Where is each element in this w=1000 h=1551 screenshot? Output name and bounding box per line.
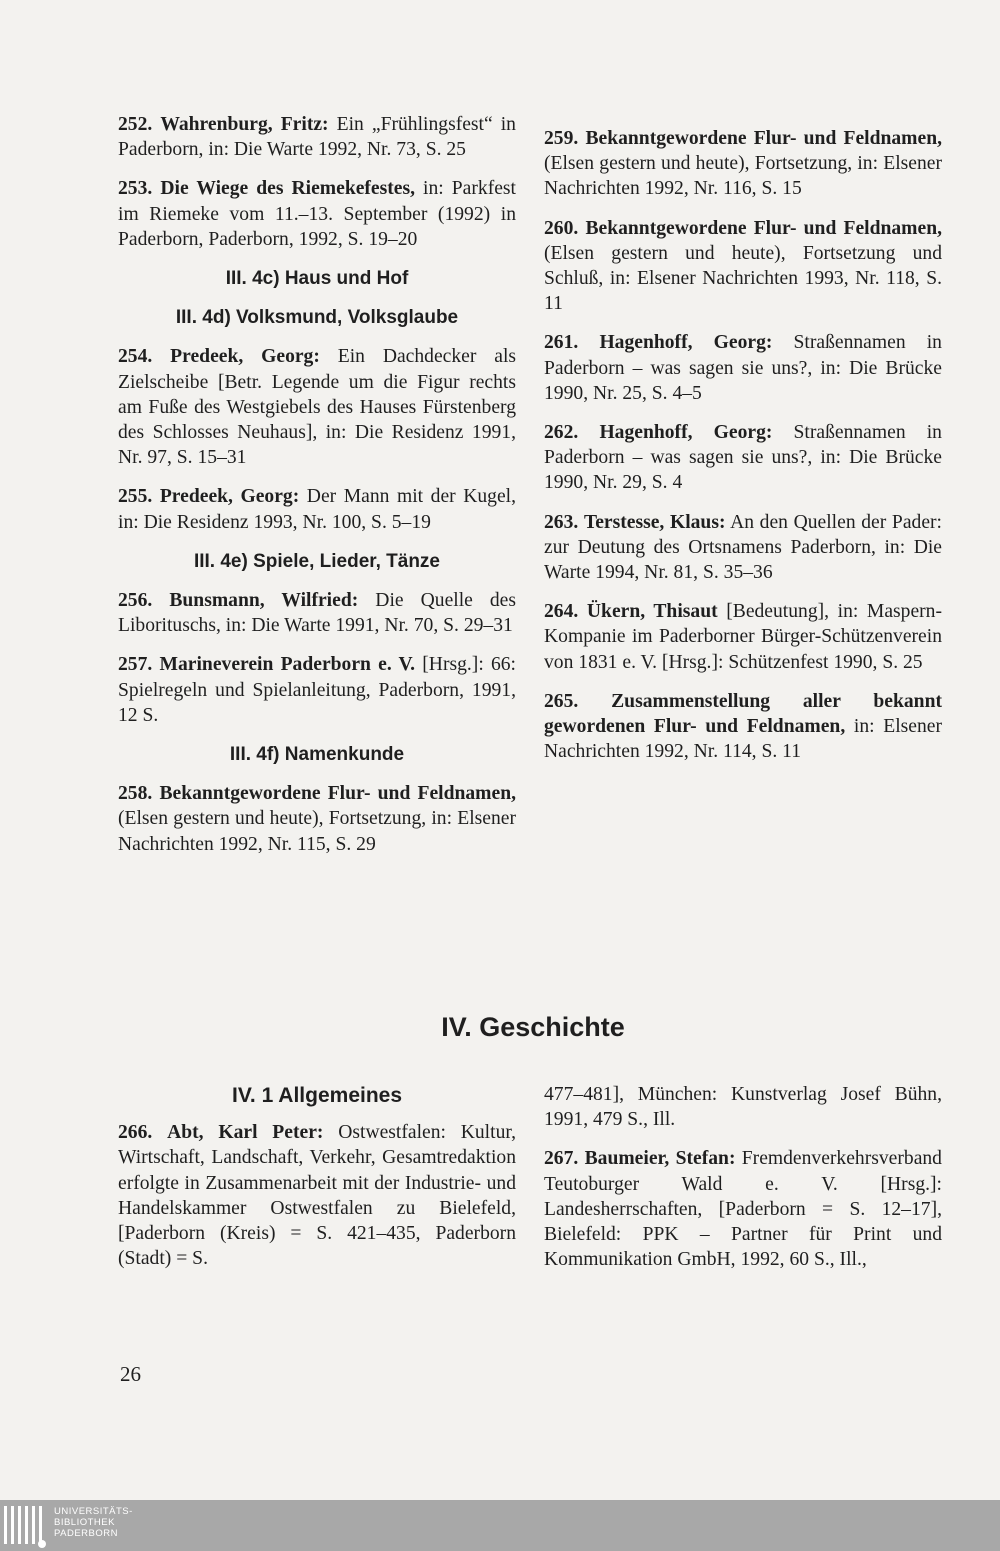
- section-heading-4e: III. 4e) Spiele, Lieder, Tänze: [193, 550, 441, 572]
- entry-264: 264. Ükern, Thisaut [Bedeutung], in: Maspern-Kompanie im Paderborner Bürger-Schützenverein von 1831 e. V. [Hrsg.]: Schützenfest 1990, S. 25: [544, 601, 942, 673]
- library-footer: [0, 1500, 1000, 1551]
- entry-263: 263. Terstesse, Klaus: An den Quellen der Pader: zur Deutung des Ortsnamens Paderborn, in: Die Warte 1994, Nr. 81, S. 35–36: [544, 511, 942, 584]
- entry-257: 257. Marineverein Paderborn e. V. [Hrsg.]: 66: Spielregeln und Spielanleitung, Paderborn, 1991, 12 S.: [118, 654, 516, 726]
- entry-261: 261. Hagenhoff, Georg: Straßennamen in Paderborn – was sagen sie uns?, in: Die Brücke 1990, Nr. 25, S. 4–5: [544, 332, 942, 404]
- entry-256: 256. Bunsmann, Wilfried: Die Quelle des Liborituschs, in: Die Warte 1991, Nr. 70, S. 29–31: [118, 590, 517, 637]
- subsection-title: IV. 1 Allgemeines: [231, 1084, 403, 1107]
- entry-258: 258. Bekanntgewordene Flur- und Feldnamen, (Elsen gestern und heute), Fortsetzung, in: Elsener Nachrichten 1992, Nr. 115, S. 29: [118, 783, 516, 855]
- entry-266-continuation: 477–481], München: Kunstverlag Josef Bühn, 1991, 479 S., Ill.: [544, 1084, 942, 1131]
- chapter-title: IV. Geschichte: [441, 1012, 625, 1042]
- library-name: UNIVERSITÄTS- BIBLIOTHEK PADERBORN: [54, 1506, 133, 1539]
- entry-255: 255. Predeek, Georg: Der Mann mit der Kugel, in: Die Residenz 1993, Nr. 100, S. 5–19: [118, 486, 516, 533]
- left-column: [118, 112, 516, 871]
- entry-265: 265. Zusammenstellung aller bekannt gewordenen Flur- und Feldnamen, in: Elsener Nachrichten 1992, Nr. 114, S. 11: [544, 690, 942, 763]
- entry-259: 259. Bekanntgewordene Flur- und Feldnamen, (Elsen gestern und heute), Fortsetzung, in: Elsener Nachrichten 1992, Nr. 116, S. 15: [544, 128, 942, 200]
- entry-254: 254. Predeek, Georg: Ein Dachdecker als Zielscheibe [Betr. Legende um die Figur rechts am Fuße des Westgiebels des Hauses Fürstenberg des Schlosses Neuhaus], in: Die Residenz 1991, Nr. 97, S. 15–31: [118, 346, 517, 469]
- page-number: 26: [120, 1362, 141, 1386]
- section-heading-4f: III. 4f) Namenkunde: [229, 744, 405, 766]
- entry-253: 253. Die Wiege des Riemekefestes, in: Parkfest im Riemeke vom 11.–13. September (1992) in Paderborn, Paderborn, 1992, S. 19–20: [118, 178, 516, 250]
- logo-dot-icon: [38, 1540, 46, 1548]
- entry-267: 267. Baumeier, Stefan: Fremdenverkehrsverband Teutoburger Wald e. V. [Hrsg.]: Landesherrschaften, [Paderborn = S. 12–17], Bielefeld: PPK – Partner für Print und Kommunikation GmbH, 1992, 60 S., Ill.,: [544, 1148, 942, 1271]
- entry-262: 262. Hagenhoff, Georg: Straßennamen in Paderborn – was sagen sie uns?, in: Die Brücke 1990, Nr. 29, S. 4: [544, 422, 942, 494]
- section-heading-4c: III. 4c) Haus und Hof: [225, 268, 409, 290]
- entry-260: 260. Bekanntgewordene Flur- und Feldnamen, (Elsen gestern und heute), Fortsetzung und Schluß, in: Elsener Nachrichten 1993, Nr. 118, S. 11: [544, 217, 942, 315]
- right-column: [544, 126, 942, 778]
- entry-252: 252. Wahrenburg, Fritz: Ein „Frühlingsfest“ in Paderborn, in: Die Warte 1992, Nr. 73, S. 25: [118, 114, 516, 161]
- section-heading-4d: III. 4d) Volksmund, Volksglaube: [175, 307, 459, 329]
- entry-266: 266. Abt, Karl Peter: Ostwestfalen: Kultur, Wirtschaft, Landschaft, Verkehr, Gesamtredaktion erfolgte in Zusammenarbeit mit der Industrie- und Handelskammer Ostwestfalen zu Bielefeld, [Paderborn (Kreis) = S. 421–435, Paderborn (Stadt) = S.: [118, 1122, 517, 1270]
- bottom-right-column: [544, 1082, 942, 1286]
- bottom-left-column: [118, 1083, 516, 1285]
